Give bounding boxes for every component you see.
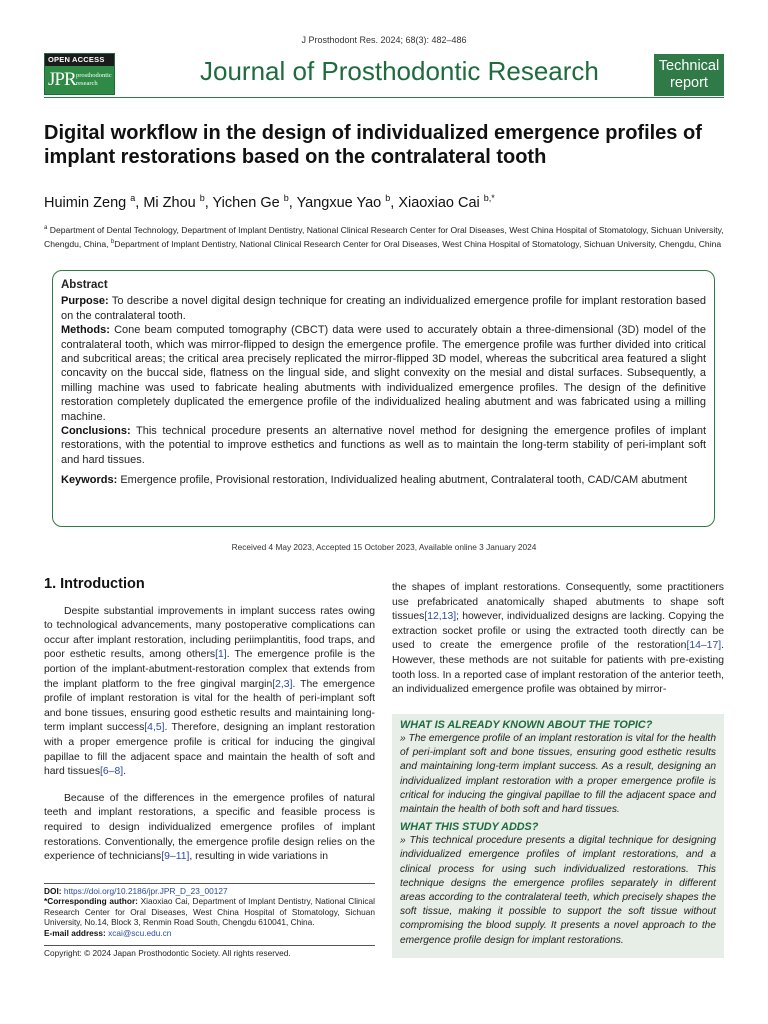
author[interactable]: Mi Zhou $^b$, [143,193,213,211]
article-dates: Received 4 May 2023, Accepted 15 October 2023, Available online 3 January 2024 [231,542,537,552]
reference-link[interactable]: [12,13] [424,611,457,623]
reference-link[interactable]: [1] [215,649,227,661]
open-access-label: OPEN ACCESS [45,54,114,66]
left-column [44,577,375,865]
adds-heading: WHAT THIS STUDY ADDS? [400,821,539,834]
affiliation-marker: b [110,238,115,245]
doi-line: DOI: https://doi.org/10.2186/jpr.JPR_D_23_00127 [44,886,228,896]
highlights-box [392,714,724,958]
section-heading-introduction: 1. Introduction [44,576,145,592]
logo-mark-text: JPR [48,69,76,90]
reference-link[interactable]: [4,5] [144,722,165,734]
footnote-divider [44,883,375,884]
abstract-methods: Methods: Cone beam computed tomography (CBCT) data were used to accurately obtain a three-dimensional (3D) model of the contralateral tooth, which was mirror-flipped to design the emergence profile. The emergence profile was further divided into critical and subcritical areas; the critical area precisely replicated the mirror-flipped 3D model, whereas the subcritical area featured a slight concavity on the buccal side, flatness on the lingual side, and slight convexity on the mesial and distal surfaces. Subsequently, a milling machine was used to fabricate healing abutments with individualized emergence profiles. The design of the definitive restoration completely duplicated the emergence profile of the individualized healing abutment and was fabricated using a milling machine. [61,324,706,423]
email-line: E-mail address: xcai@scu.edu.cn [44,927,172,938]
intro-paragraph-2: Because of the differences in the emergence profiles of natural teeth and implant restorations, a specific and feasible process is required to design individualized emergence profiles of implant restorations. Conventionally, the emergence profile design relies on the experience of technicians[9–11], resulting in wide variations in [44,792,375,863]
email-link[interactable]: xcai@scu.edu.cn [108,927,172,938]
affiliation-b: Department of Implant Dentistry, National Clinical Research Center for Oral Diseases, West China Hospital of Stomatology, Sichuan University, Chengdu, China [114,238,722,249]
footnotes [44,886,375,938]
affiliation-a: Department of Dental Technology, Department of Implant Dentistry, National Clinical Research Center for Oral Diseases, West China Hospital of Stomatology, Sichuan University, Chengdu, China, [44,224,724,249]
badge-line1: Technical [658,58,720,74]
intro-paragraph-1: Despite substantial improvements in implant success rates owing to technological advancements, many postoperative complications can occur after implant restoration, including periimplantitis, food traps, and poor esthetic results, among others[1]. The emergence profile is the portion of the implant-abutment-restoration complex that extends from the implant platform to the free gingival margin[2,3]. The emergence profile of implant restoration is vital for the health of peri-implant soft and bone tissues, ensuring good esthetic results and maintaining long-term implant success[4,5]. Therefore, designing an implant restoration with a proper emergence profile is critical for inducing the gingival papillae to fill the adjacent space and maintain the health of soft and hard tissues[6–8]. [44,605,375,778]
reference-link[interactable]: [9–11] [161,851,190,863]
adds-text: » This technical procedure presents a digital technique for designing individualized emergence profiles of implant restorations, and a clinical process for using such individualized restorations. This technique designs the emergence profiles separately in different areas according to the contralateral teeth, which precisely shapes the soft tissue, making it possible to support the soft tissue without compromising the blood supply. It presents a novel approach to the emergence profile design for implant restorations. [400,835,716,946]
logo-mark [45,66,114,94]
affiliation-marker: a [44,225,48,231]
abstract-conclusions: Conclusions: This technical procedure presents an alternative novel method for designing the emergence profiles of implant restorations, with the potential to improve esthetics and functions as well as to maintain the long-term stability of peri-implant soft and hard tissues. [61,425,706,466]
logo-subtitle [76,72,112,88]
header-divider [44,97,724,98]
article-type-badge [654,54,724,96]
author[interactable]: Yangxue Yao $^b$, [296,193,399,211]
abstract-heading: Abstract [61,279,108,291]
abstract-box [52,270,715,527]
author[interactable]: Yichen Ge $^b$, [212,193,297,211]
abstract-purpose: Purpose: To describe a novel digital design technique for creating an individualized emergence profile for implant restoration based on the contralateral tooth. [61,295,706,322]
author-list [44,193,724,211]
doi-link[interactable]: https://doi.org/10.2186/jpr.JPR_D_23_00127 [63,886,228,896]
badge-line2: report [670,75,708,91]
abstract-keywords: Keywords: Emergence profile, Provisional restoration, Individualized healing abutment, Contralateral tooth, CAD/CAM abutment [61,474,688,487]
journal-name[interactable]: Journal of Prosthodontic Research [200,56,599,86]
known-heading: WHAT IS ALREADY KNOWN ABOUT THE TOPIC? [400,719,653,731]
corresponding-author: *Corresponding author: Xiaoxiao Cai, Department of Implant Dentistry, National Clinical Research Center for Oral Diseases, West China Hospital of Stomatology, Sichuan University, No.14, Block 3, Renmin Road South, Chengdu 610041, China. [44,896,375,928]
intro-paragraph-continued: the shapes of implant restorations. Consequently, some practitioners use prefabricated anatomically shaped abutments to shape soft tissues[12,13]; however, individualized designs are lacking. Copying the extraction socket profile or using the extracted tooth directly can be used to create the emergence profile of the restoration[14–17]. However, these methods are not suitable for patients with pre-existing tooth loss. In a reported case of implant restoration of the anterior teeth, an individualized emergence profile was obtained by mirror- [392,582,724,696]
reference-link[interactable]: [2,3] [272,678,293,690]
reference-link[interactable]: [6–8] [100,766,124,778]
logo-subtitle-line2: research [76,80,98,87]
article-title: Digital workflow in the design of individualized emergence profiles of implant restorations based on the contralateral tooth [44,122,702,168]
affiliations [44,222,724,250]
journal-logo[interactable] [44,53,115,95]
logo-subtitle-line1: prosthodontic [76,72,112,79]
reference-link[interactable]: [14–17] [686,640,722,652]
copyright-divider [44,945,375,946]
copyright: Copyright: © 2024 Japan Prosthodontic Society. All rights reserved. [44,948,291,958]
journal-citation: J Prosthodont Res. 2024; 68(3): 482–486 [301,35,467,45]
author[interactable]: Xiaoxiao Cai $^{b,*}$ [398,193,495,211]
known-text: » The emergence profile of an implant restoration is vital for the health of peri-implant soft and bone tissues, ensuring good esthetic results and maintaining long-term implant success. As a result, designing an individualized implant restoration with a proper emergence profile is critical for inducing the gingival papillae to fill the adjacent space and maintain the health of both soft and hard tissues. [400,733,716,816]
author[interactable]: Huimin Zeng $^a$, [44,193,144,211]
